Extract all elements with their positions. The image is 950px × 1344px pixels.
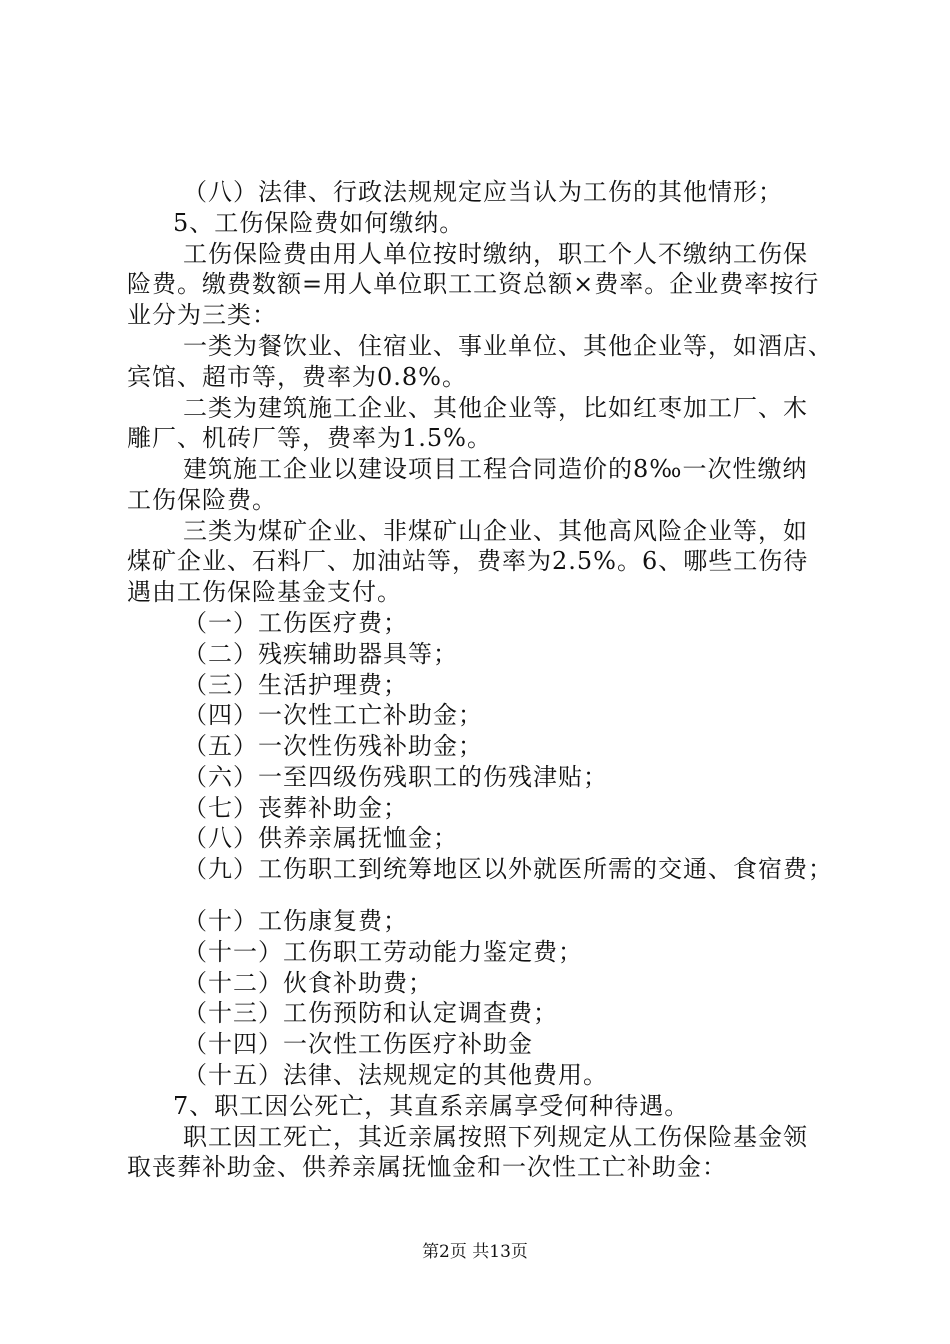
- text-line: 一类为餐饮业、住宿业、事业单位、其他企业等，如酒店、: [183, 332, 833, 360]
- text-line: 宾馆、超市等，费率为0.8%。: [127, 363, 467, 391]
- text-line: 险费。缴费数额=用人单位职工工资总额×费率。企业费率按行: [127, 270, 820, 298]
- text-line: （十）工伤康复费；: [183, 907, 408, 935]
- text-line: （十二）伙食补助费；: [183, 969, 433, 997]
- text-line: 二类为建筑施工企业、其他企业等，比如红枣加工厂、木: [183, 394, 808, 422]
- text-line: （十四）一次性工伤医疗补助金: [183, 1030, 533, 1058]
- text-line: 建筑施工企业以建设项目工程合同造价的8‰一次性缴纳: [183, 455, 808, 483]
- text-line: （七）丧葬补助金；: [183, 794, 408, 822]
- text-line: （八）供养亲属抚恤金；: [183, 824, 458, 852]
- page-number-footer: 第2页 共13页: [422, 1242, 528, 1262]
- text-line: 工伤保险费。: [127, 486, 277, 514]
- text-line: （二）残疾辅助器具等；: [183, 640, 458, 668]
- text-line: 业分为三类：: [127, 301, 277, 329]
- text-line: 职工因工死亡，其近亲属按照下列规定从工伤保险基金领: [183, 1123, 808, 1151]
- text-line: （十一）工伤职工劳动能力鉴定费；: [183, 938, 583, 966]
- text-line: 三类为煤矿企业、非煤矿山企业、其他高风险企业等，如: [183, 517, 808, 545]
- text-line: （八）法律、行政法规规定应当认为工伤的其他情形；: [183, 178, 783, 206]
- text-line: （五）一次性伤残补助金；: [183, 732, 483, 760]
- text-line: 7、职工因公死亡，其直系亲属享受何种待遇。: [173, 1092, 690, 1120]
- text-line: （六）一至四级伤残职工的伤残津贴；: [183, 763, 608, 791]
- text-line: （一）工伤医疗费；: [183, 609, 408, 637]
- text-line: 遇由工伤保险基金支付。: [127, 578, 402, 606]
- text-line: 雕厂、机砖厂等，费率为1.5%。: [127, 424, 492, 452]
- text-line: （三）生活护理费；: [183, 671, 408, 699]
- text-line: 工伤保险费由用人单位按时缴纳，职工个人不缴纳工伤保: [183, 240, 808, 268]
- text-line: （四）一次性工亡补助金；: [183, 701, 483, 729]
- text-line: 取丧葬补助金、供养亲属抚恤金和一次性工亡补助金：: [127, 1153, 727, 1181]
- text-line: （九）工伤职工到统筹地区以外就医所需的交通、食宿费；: [183, 855, 833, 883]
- text-line: 5、工伤保险费如何缴纳。: [173, 209, 465, 237]
- text-line: 煤矿企业、石料厂、加油站等，费率为2.5%。6、哪些工伤待: [127, 547, 809, 575]
- text-line: （十五）法律、法规规定的其他费用。: [183, 1061, 608, 1089]
- text-line: （十三）工伤预防和认定调查费；: [183, 999, 558, 1027]
